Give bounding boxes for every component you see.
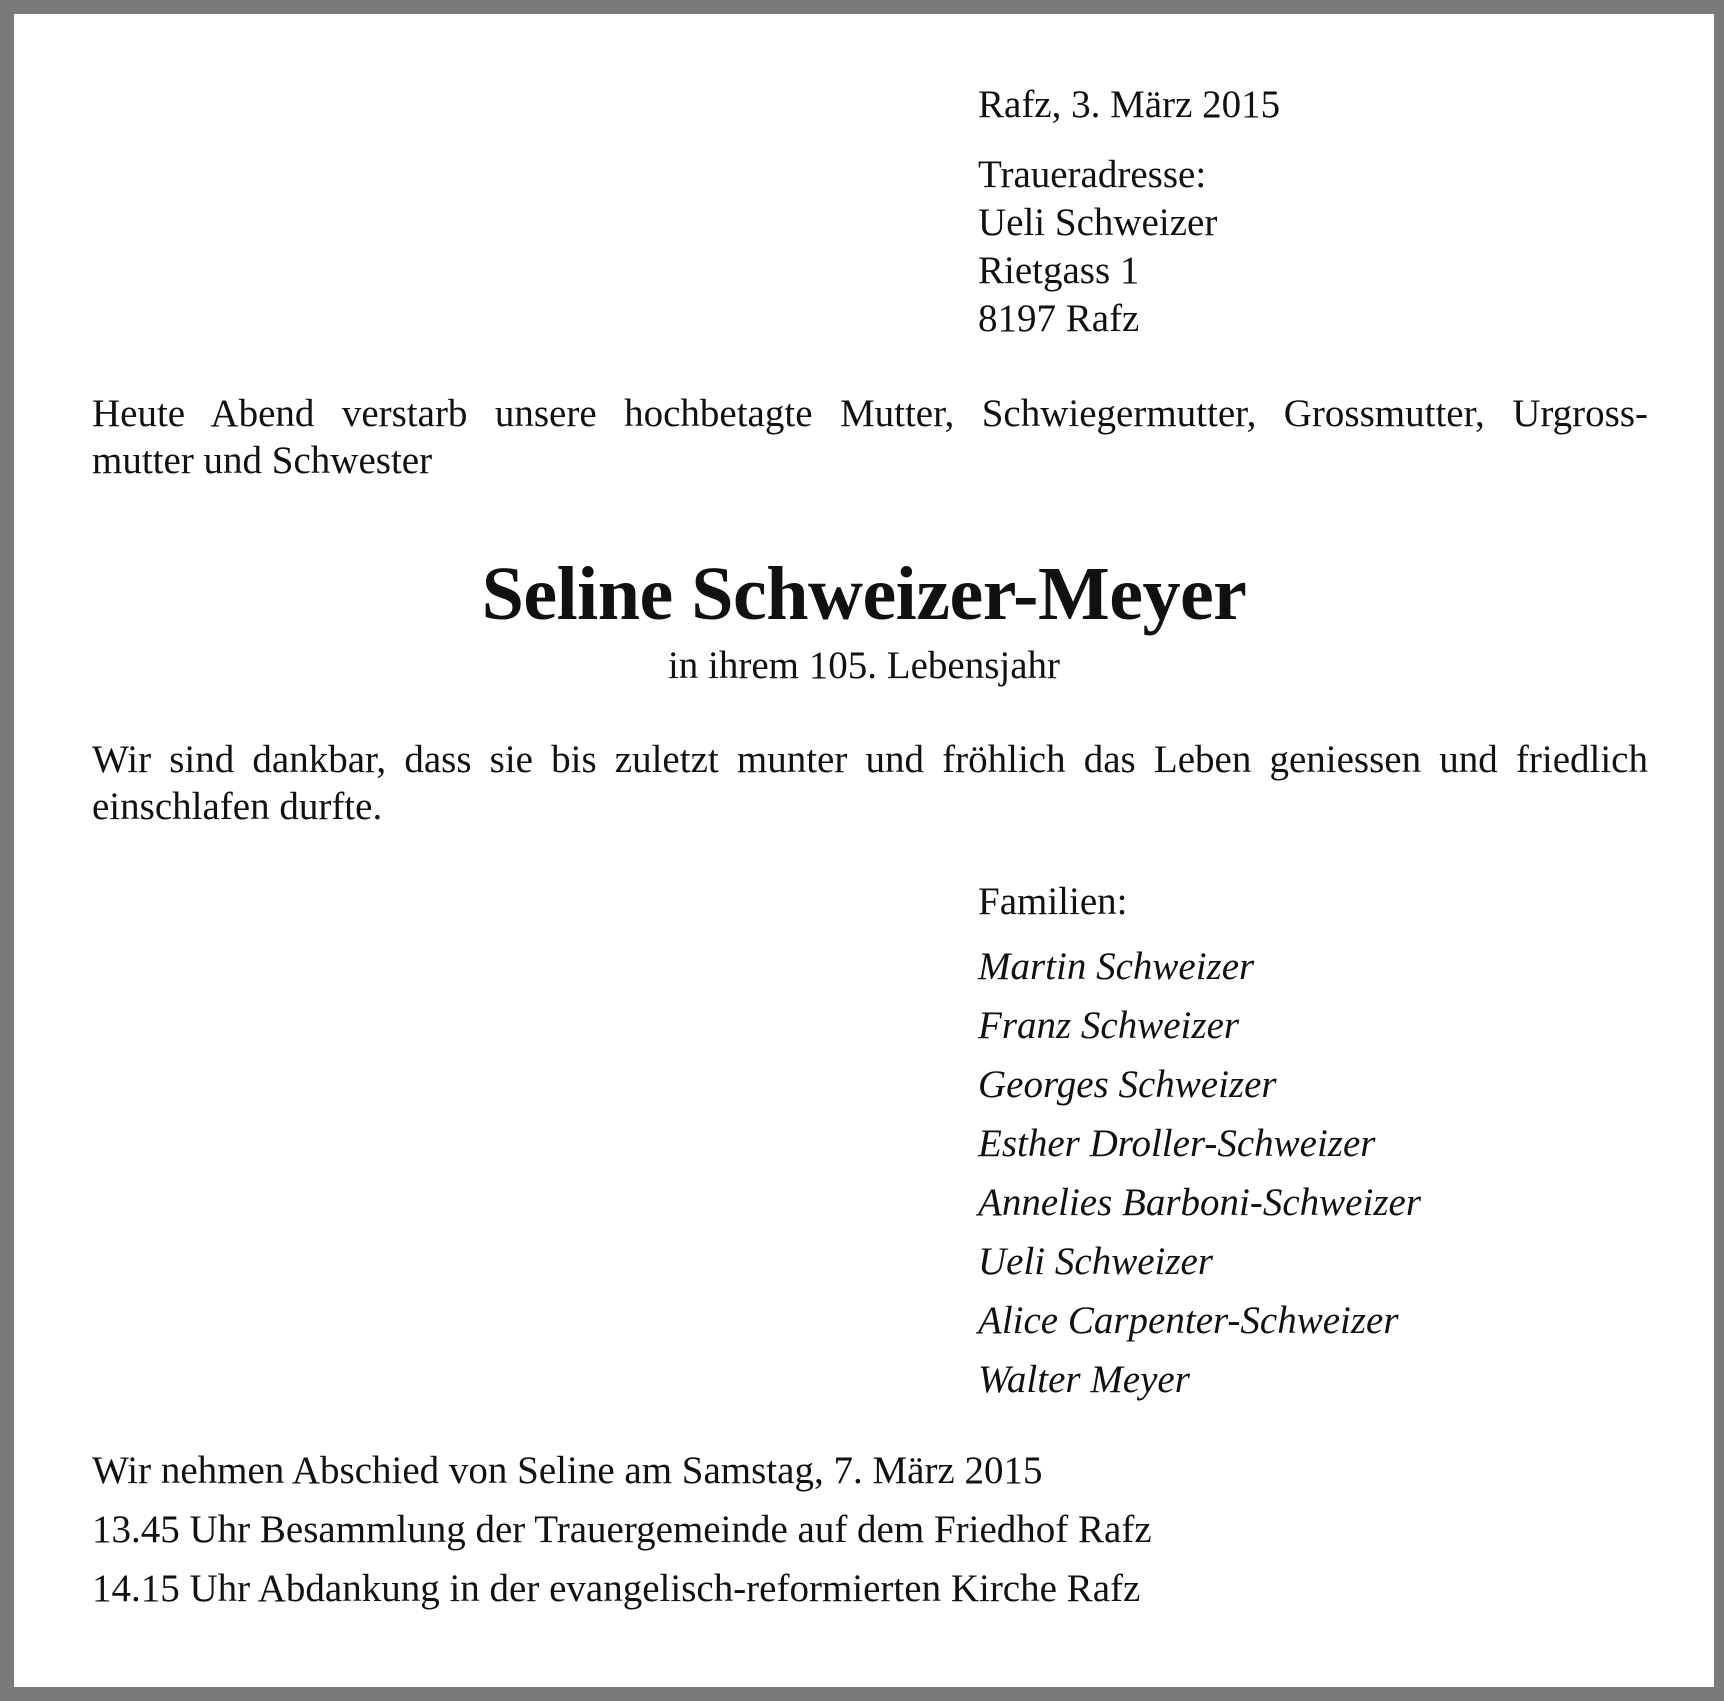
family-name: Martin Schweizer	[978, 945, 1255, 988]
family-name: Ueli Schweizer	[978, 1240, 1214, 1283]
family-name: Esther Droller-Schweizer	[978, 1122, 1376, 1165]
family-name: Franz Schweizer	[978, 1004, 1240, 1047]
gratitude-line-2: einschlafen durfte.	[92, 785, 383, 828]
address-city: 8197 Rafz	[978, 297, 1140, 340]
farewell-line-2: 13.45 Uhr Besammlung der Trauergemeinde auf dem Friedhof Rafz	[92, 1508, 1152, 1551]
intro-line-1: Heute Abend verstarb unsere hochbetagte Mutter, Schwiegermutter, Grossmutter, Urgross-	[92, 392, 1648, 435]
deceased-name: Seline Schweizer-Meyer	[481, 552, 1247, 636]
address-label: Traueradresse:	[978, 153, 1207, 196]
gratitude-line-1: Wir sind dankbar, dass sie bis zuletzt munter und fröhlich das Leben geniessen und friedlich	[92, 738, 1648, 781]
address-street: Rietgass 1	[978, 249, 1140, 292]
family-name: Walter Meyer	[978, 1358, 1190, 1401]
family-name: Annelies Barboni-Schweizer	[978, 1181, 1421, 1224]
age-line: in ihrem 105. Lebensjahr	[667, 644, 1061, 687]
farewell-line-3: 14.15 Uhr Abdankung in der evangelisch-reformierten Kirche Rafz	[92, 1567, 1141, 1610]
place-date: Rafz, 3. März 2015	[978, 83, 1281, 126]
intro-line-2: mutter und Schwester	[92, 439, 433, 482]
family-name: Georges Schweizer	[978, 1063, 1277, 1106]
obituary-page	[14, 14, 1714, 1687]
address-name: Ueli Schweizer	[978, 201, 1218, 244]
intro-paragraph	[92, 390, 1648, 484]
families-label: Familien:	[978, 880, 1128, 923]
family-name: Alice Carpenter-Schweizer	[978, 1299, 1399, 1342]
farewell-line-1: Wir nehmen Abschied von Seline am Samstag, 7. März 2015	[92, 1449, 1043, 1492]
gratitude-paragraph	[92, 736, 1648, 830]
